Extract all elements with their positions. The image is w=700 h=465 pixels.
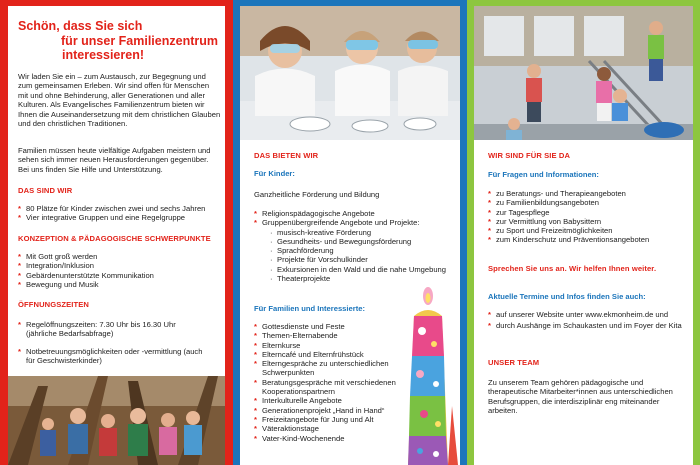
list-item: * Vater-Kind-Wochenende <box>254 433 345 443</box>
list-item: * Elterngespräche zu unterschiedlichen Schwerpunkten <box>254 359 389 378</box>
kids-heading: Für Kinder: <box>254 169 295 178</box>
section-heading-who-we-are: DAS SIND WIR <box>18 186 73 195</box>
list-item: * Elterncafé und Elternfrühstück <box>254 349 364 359</box>
list-item: * Integration/Inklusion <box>18 261 94 271</box>
kids-intro: Ganzheitliche Förderung und Bildung <box>254 190 380 199</box>
list-item: * Notbetreuungsmöglichkeiten oder -vermittlung (auch für Geschwisterkinder) <box>18 346 203 365</box>
list-item: * Elternkurse <box>254 340 301 350</box>
family-offer-list <box>254 322 404 443</box>
list-item: * 80 Plätze für Kinder zwischen zwei und sechs Jahren <box>18 204 206 213</box>
questions-heading: Für Fragen und Informationen: <box>488 170 599 179</box>
team-paragraph: Zu unserem Team gehören pädagogische und therapeutische Mitarbeiter*innen aus unterschiedlichen Berufsgruppen, die interdisziplinär eng miteinander arbeiten. <box>488 378 673 416</box>
dates-heading: Aktuelle Termine und Infos finden Sie auch: <box>488 292 646 301</box>
family-heading: Für Familien und Interessierte: <box>254 304 365 313</box>
list-item: * auf unserer Website unter www.ekmonheim.de und <box>488 310 669 319</box>
call-to-action: Sprechen Sie uns an. Wir helfen Ihnen weiter. <box>488 264 657 273</box>
list-item: * Mit Gott groß werden <box>18 252 98 261</box>
list-item: * zur Vermittlung von Babysittern <box>488 216 602 226</box>
list-item: · musisch-kreative Förderung <box>270 228 459 237</box>
list-item: * zu Sport und Freizeitmöglichkeiten <box>488 226 613 236</box>
children-forest-photo <box>8 376 225 465</box>
page-title <box>18 19 218 63</box>
section-heading-team: UNSER TEAM <box>488 358 540 367</box>
section-heading-concept: KONZEPTION & PÄDAGOGISCHE SCHWERPUNKTE <box>18 234 211 243</box>
list-item: * Freizeitangebote für Jung und Alt <box>254 414 374 424</box>
panel-offers <box>240 6 460 465</box>
dates-list <box>488 310 688 331</box>
list-item: * Gruppenübergreifende Angebote und Projekte: · musisch-kreative Förderung · Gesundheits- und Bewegungsförderung · Sprachförderung · Projekte für Vorschulkinder · Exkursionen in den Wald und die nahe Umgebung · Theaterprojekte <box>254 218 459 283</box>
list-item: * Väteraktionstage <box>254 424 319 434</box>
list-item: * Generationenprojekt „Hand in Hand“ <box>254 405 385 415</box>
decorated-candle-illustration <box>408 286 460 465</box>
intro-paragraph: Wir laden Sie ein – zum Austausch, zur Begegnung und zum gemeinsamen Erleben. Wir sind offen für Menschen mit und ohne Behinderung, aller Generationen und aller Kulturen. Als Evangelisches Familienzentrum bieten wir Ihnen die Auseinandersetzung mit dem christlichen Glauben und den christlichen Traditionen. <box>18 72 221 129</box>
list-item: * zu Beratungs- und Therapieangeboten <box>488 189 626 198</box>
list-item: · Projekte für Vorschulkinder <box>270 255 459 264</box>
list-item: · Exkursionen in den Wald und die nahe Umgebung <box>270 265 459 274</box>
list-item: * Bewegung und Musik <box>18 279 99 289</box>
list-item: · Sprachförderung <box>270 246 459 255</box>
who-we-are-list <box>18 204 223 223</box>
opening-hours-list <box>18 320 208 365</box>
questions-list <box>488 189 688 245</box>
panel-contact <box>474 6 693 465</box>
list-item: * durch Aushänge im Schaukasten und im Foyer der Kita <box>488 321 682 331</box>
list-item: * zur Tagespflege <box>488 207 550 217</box>
section-heading-offers: DAS BIETEN WIR <box>254 151 319 160</box>
kids-offer-list <box>254 209 459 283</box>
list-item: · Gesundheits- und Bewegungsförderung <box>270 237 459 246</box>
concept-list <box>18 252 223 289</box>
title-line-2: für unser Familienzentrum interessieren! <box>61 33 218 62</box>
children-science-photo <box>240 6 460 140</box>
panel-welcome <box>8 6 225 465</box>
list-item: * zum Kinderschutz und Präventionsangeboten <box>488 235 650 245</box>
list-item: * zu Familienbildungsangeboten <box>488 198 600 208</box>
list-item: · Theaterprojekte <box>270 274 459 283</box>
list-item: * Themen-Elternabende <box>254 331 338 341</box>
list-item: * Beratungsgespräche mit verschiedenen Kooperationspartnern <box>254 377 396 397</box>
list-item: * Gottesdienste und Feste <box>254 322 345 331</box>
support-paragraph: Familien müssen heute vielfältige Aufgaben meistern und sehen sich immer neuen Herausforderungen gegenüber. Bei uns finden Sie Hilfe und Unterstützung. <box>18 146 211 174</box>
list-item: * Regelöffnungszeiten: 7.30 Uhr bis 16.30 Uhr (jährliche Bedarfsabfrage) <box>18 320 176 339</box>
children-playground-photo <box>474 6 693 140</box>
list-item: * Gebärdenunterstützte Kommunikation <box>18 270 154 280</box>
title-line-1: Schön, dass Sie sich <box>18 19 143 33</box>
section-heading-opening-hours: ÖFFNUNGSZEITEN <box>18 300 90 309</box>
section-heading-we-are-here: WIR SIND FÜR SIE DA <box>488 151 571 160</box>
list-item: * Religionspädagogische Angebote <box>254 209 375 218</box>
list-item: * Vier integrative Gruppen und eine Regelgruppe <box>18 213 186 223</box>
list-item: * Interkulturelle Angebote <box>254 396 342 406</box>
kids-project-sublist <box>270 228 459 284</box>
